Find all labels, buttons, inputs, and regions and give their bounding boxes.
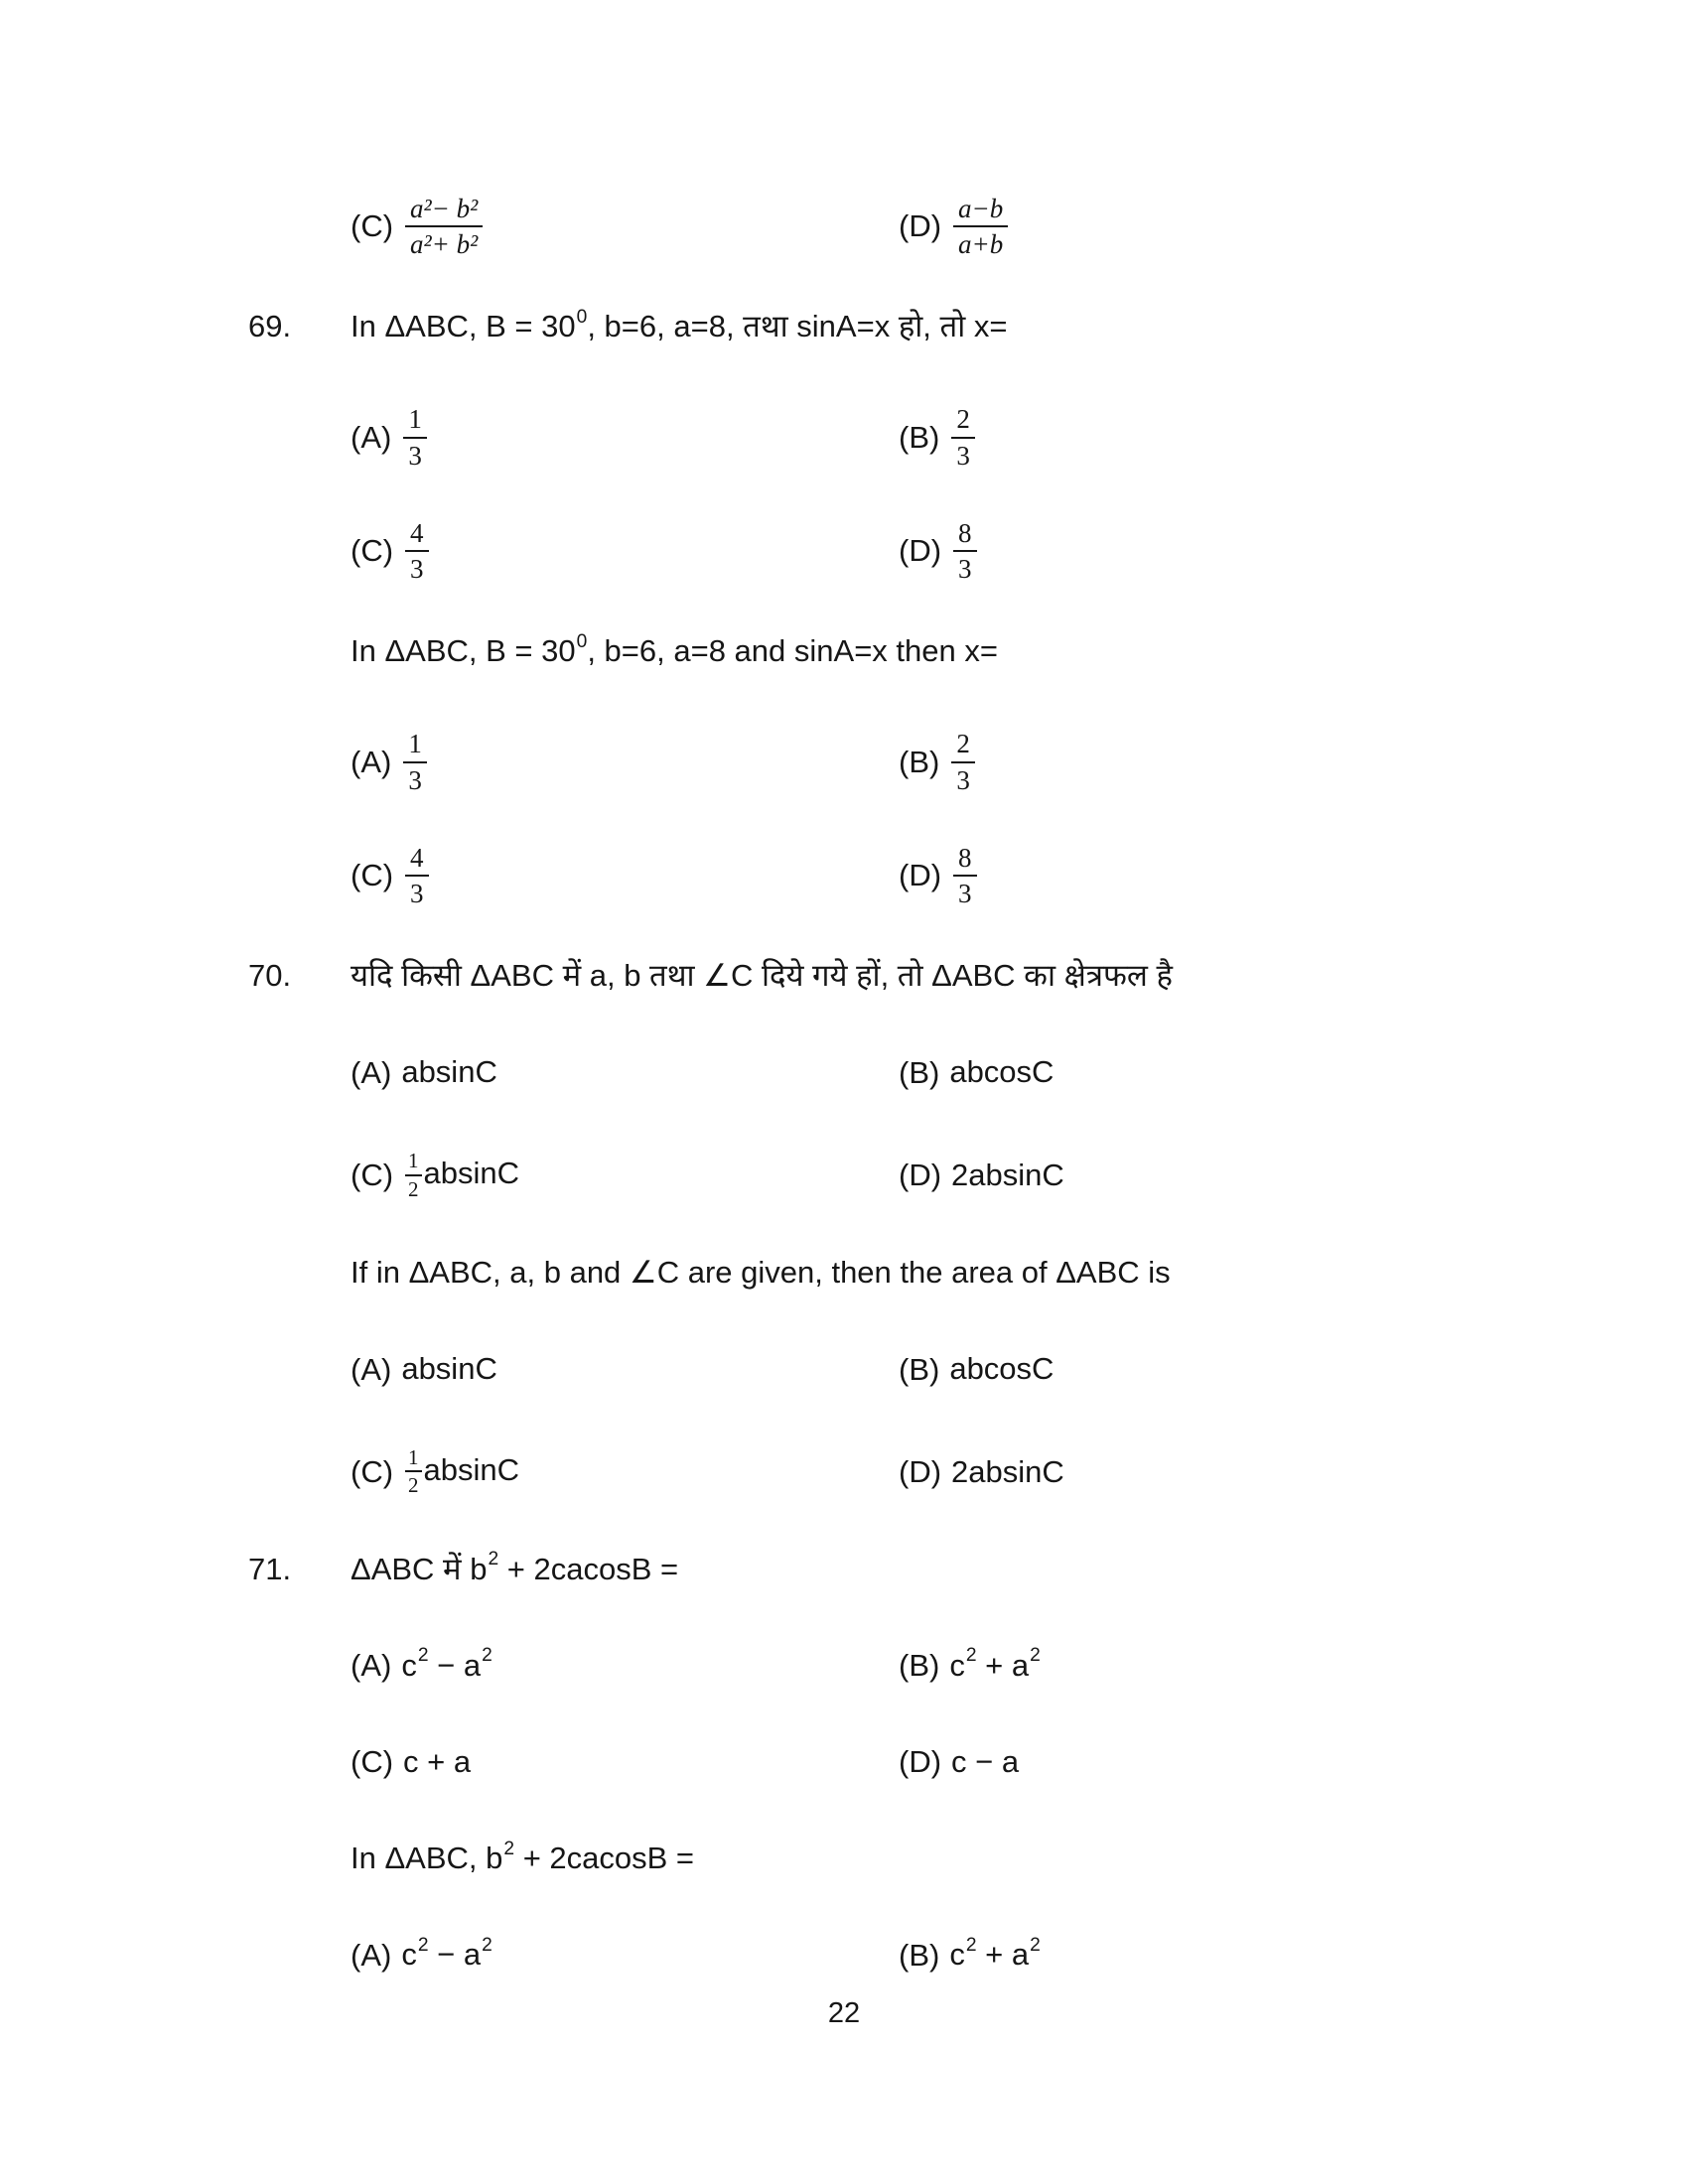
superscript: 0 bbox=[576, 630, 588, 652]
option-B bbox=[899, 1053, 1628, 1092]
fraction-numerator: a−b bbox=[953, 194, 1008, 227]
fraction bbox=[951, 404, 975, 470]
superscript: 2 bbox=[482, 1934, 492, 1956]
fraction-denominator: 3 bbox=[956, 440, 970, 471]
fraction bbox=[405, 1150, 422, 1201]
option-D bbox=[899, 1743, 1628, 1782]
fraction bbox=[405, 1446, 422, 1498]
option-B bbox=[899, 1350, 1628, 1389]
superscript: 2 bbox=[503, 1838, 515, 1859]
text-run: absinC bbox=[401, 1054, 497, 1090]
fraction-numerator: a²− b² bbox=[405, 194, 483, 227]
question-text bbox=[351, 1550, 1628, 1589]
option-value bbox=[401, 1350, 497, 1389]
option-label: (A) bbox=[351, 1648, 392, 1684]
superscript: 2 bbox=[965, 1645, 977, 1667]
option-D bbox=[899, 1446, 1628, 1498]
options-row bbox=[351, 1743, 1628, 1782]
option-A bbox=[351, 1647, 899, 1686]
option-label: (C) bbox=[351, 1158, 394, 1193]
fraction bbox=[953, 843, 977, 908]
option-D bbox=[899, 194, 1628, 259]
question-number: 69. bbox=[248, 309, 292, 344]
options-row bbox=[351, 1647, 1628, 1686]
option-label: (A) bbox=[351, 1054, 392, 1090]
fraction-numerator: 8 bbox=[953, 518, 977, 552]
text-run: In ΔABC, B = 30 bbox=[351, 309, 576, 344]
option-label: (A) bbox=[351, 1937, 392, 1973]
text-run: absinC bbox=[401, 1351, 497, 1387]
option-value bbox=[401, 1647, 492, 1686]
option-B bbox=[899, 729, 1628, 794]
fraction bbox=[405, 518, 429, 584]
option-A bbox=[351, 729, 899, 794]
option-label: (B) bbox=[899, 1937, 940, 1973]
page-footer bbox=[0, 1997, 1688, 2030]
options-row bbox=[351, 843, 1628, 908]
option-value bbox=[401, 1053, 497, 1092]
statement-line bbox=[351, 1839, 1628, 1878]
option-C bbox=[351, 1150, 899, 1201]
option-label: (B) bbox=[899, 1648, 940, 1684]
fraction-numerator: 2 bbox=[951, 404, 975, 438]
option-value bbox=[949, 1053, 1054, 1092]
fraction bbox=[403, 404, 427, 470]
fraction-numerator: 4 bbox=[405, 843, 429, 877]
option-label: (B) bbox=[899, 1351, 940, 1387]
options-row bbox=[351, 1053, 1628, 1092]
fraction-numerator: 1 bbox=[405, 1446, 422, 1473]
fraction-denominator: a+b bbox=[958, 229, 1004, 260]
option-A bbox=[351, 1350, 899, 1389]
text-run: absinC bbox=[423, 1156, 520, 1191]
fraction-numerator: 8 bbox=[953, 843, 977, 877]
option-value bbox=[951, 518, 979, 584]
text-run: c bbox=[949, 1647, 965, 1683]
text-run: If in ΔABC, a, b and ∠C are given, then the area of ΔABC is bbox=[351, 1255, 1171, 1291]
fraction bbox=[403, 729, 427, 794]
option-label: (C) bbox=[351, 208, 394, 244]
fraction-denominator: 2 bbox=[408, 1473, 419, 1498]
question-text bbox=[351, 1839, 1628, 1878]
option-C bbox=[351, 194, 899, 259]
fraction bbox=[951, 729, 975, 794]
text-run: c bbox=[949, 1937, 965, 1973]
option-value bbox=[403, 1150, 519, 1201]
option-value bbox=[951, 194, 1010, 259]
fraction-denominator: 3 bbox=[408, 440, 422, 471]
fraction-numerator: 4 bbox=[405, 518, 429, 552]
option-label: (A) bbox=[351, 419, 392, 455]
option-label: (B) bbox=[899, 419, 940, 455]
superscript: 2 bbox=[965, 1934, 977, 1956]
superscript: 0 bbox=[576, 306, 588, 328]
text-run: c + a bbox=[403, 1743, 472, 1779]
text-run: + 2cacosB = bbox=[514, 1841, 695, 1876]
text-run: ΔABC में b bbox=[351, 1551, 488, 1586]
option-value bbox=[949, 1350, 1054, 1389]
option-value bbox=[401, 404, 429, 470]
options-row bbox=[351, 518, 1628, 584]
fraction-denominator: 3 bbox=[956, 764, 970, 795]
superscript: 2 bbox=[1030, 1934, 1041, 1956]
text-run: In ΔABC, b bbox=[351, 1841, 503, 1876]
question-text bbox=[351, 307, 1628, 346]
option-C bbox=[351, 518, 899, 584]
option-value bbox=[403, 843, 431, 908]
option-B bbox=[899, 404, 1628, 470]
text-run: , b=6, a=8, तथा sinA=x हो, तो x= bbox=[587, 309, 1008, 344]
text-run: − a bbox=[428, 1647, 482, 1683]
options-row bbox=[351, 1446, 1628, 1498]
text-run: abcosC bbox=[949, 1351, 1055, 1387]
fraction bbox=[953, 518, 977, 584]
option-value bbox=[401, 1936, 492, 1975]
option-C bbox=[351, 843, 899, 908]
fraction-denominator: 2 bbox=[408, 1176, 419, 1201]
option-label: (C) bbox=[351, 1453, 394, 1489]
option-B bbox=[899, 1647, 1628, 1686]
text-run: In ΔABC, B = 30 bbox=[351, 633, 576, 669]
options-row bbox=[351, 1150, 1628, 1201]
option-label: (C) bbox=[351, 1744, 394, 1780]
fraction-denominator: 3 bbox=[958, 554, 972, 585]
option-label: (D) bbox=[899, 1453, 942, 1489]
option-value bbox=[403, 518, 431, 584]
text-run: + a bbox=[976, 1647, 1030, 1683]
question-line bbox=[248, 307, 1628, 346]
option-label: (B) bbox=[899, 744, 940, 779]
fraction-numerator: 2 bbox=[951, 729, 975, 762]
text-run: − a bbox=[428, 1937, 482, 1973]
fraction-denominator: 3 bbox=[410, 554, 424, 585]
superscript: 2 bbox=[482, 1645, 492, 1667]
option-value bbox=[949, 729, 977, 794]
options-row bbox=[351, 729, 1628, 794]
options-row bbox=[351, 404, 1628, 470]
option-label: (C) bbox=[351, 533, 394, 569]
option-label: (C) bbox=[351, 858, 394, 893]
options-row bbox=[351, 1936, 1628, 1975]
option-label: (D) bbox=[899, 1158, 942, 1193]
options-row bbox=[351, 194, 1628, 259]
text-run: absinC bbox=[423, 1452, 520, 1488]
text-run: c bbox=[401, 1937, 417, 1973]
option-value bbox=[403, 194, 485, 259]
fraction-denominator: 3 bbox=[408, 764, 422, 795]
option-value bbox=[951, 1743, 1019, 1782]
option-label: (A) bbox=[351, 1351, 392, 1387]
option-value bbox=[951, 1453, 1064, 1492]
option-label: (D) bbox=[899, 858, 942, 893]
text-run: + 2cacosB = bbox=[498, 1551, 679, 1586]
option-A bbox=[351, 404, 899, 470]
option-value bbox=[403, 1743, 471, 1782]
superscript: 2 bbox=[417, 1934, 429, 1956]
option-value bbox=[401, 729, 429, 794]
fraction bbox=[953, 194, 1008, 259]
option-label: (D) bbox=[899, 208, 942, 244]
option-D bbox=[899, 518, 1628, 584]
fraction-denominator: 3 bbox=[410, 879, 424, 909]
fraction-numerator: 1 bbox=[403, 404, 427, 438]
superscript: 2 bbox=[488, 1549, 499, 1570]
option-value bbox=[949, 1936, 1040, 1975]
option-B bbox=[899, 1936, 1628, 1975]
option-A bbox=[351, 1936, 899, 1975]
page-number: 22 bbox=[827, 1997, 861, 2029]
text-run: यदि किसी ΔABC में a, b तथा ∠C दिये गये हों, तो ΔABC का क्षेत्रफल है bbox=[351, 958, 1173, 994]
option-value bbox=[949, 404, 977, 470]
superscript: 2 bbox=[1030, 1645, 1041, 1667]
question-number: 70. bbox=[248, 958, 292, 994]
text-run: , b=6, a=8 and sinA=x then x= bbox=[587, 633, 998, 669]
question-text bbox=[351, 1253, 1628, 1293]
text-run: 2absinC bbox=[951, 1157, 1064, 1192]
option-value bbox=[951, 843, 979, 908]
option-value bbox=[951, 1157, 1064, 1195]
text-run: c bbox=[401, 1647, 417, 1683]
question-text bbox=[351, 956, 1628, 996]
fraction-numerator: 1 bbox=[405, 1150, 422, 1176]
statement-line bbox=[351, 631, 1628, 671]
fraction-denominator: 3 bbox=[958, 879, 972, 909]
option-label: (A) bbox=[351, 744, 392, 779]
options-row bbox=[351, 1350, 1628, 1389]
option-D bbox=[899, 1150, 1628, 1201]
fraction-numerator: 1 bbox=[403, 729, 427, 762]
text-run: + a bbox=[976, 1937, 1030, 1973]
statement-line bbox=[351, 1253, 1628, 1293]
option-label: (D) bbox=[899, 1744, 942, 1780]
option-label: (B) bbox=[899, 1054, 940, 1090]
fraction bbox=[405, 194, 483, 259]
option-C bbox=[351, 1446, 899, 1498]
question-text bbox=[351, 631, 1628, 671]
text-run: 2absinC bbox=[951, 1453, 1064, 1489]
option-A bbox=[351, 1053, 899, 1092]
fraction-denominator: a²+ b² bbox=[410, 229, 479, 260]
text-run: abcosC bbox=[949, 1054, 1055, 1090]
fraction bbox=[405, 843, 429, 908]
text-run: c − a bbox=[951, 1743, 1020, 1779]
option-D bbox=[899, 843, 1628, 908]
option-value bbox=[403, 1446, 519, 1498]
question-line bbox=[248, 956, 1628, 996]
option-value bbox=[949, 1647, 1040, 1686]
superscript: 2 bbox=[417, 1645, 429, 1667]
question-number: 71. bbox=[248, 1551, 292, 1586]
question-line bbox=[248, 1550, 1628, 1589]
option-C bbox=[351, 1743, 899, 1782]
option-label: (D) bbox=[899, 533, 942, 569]
